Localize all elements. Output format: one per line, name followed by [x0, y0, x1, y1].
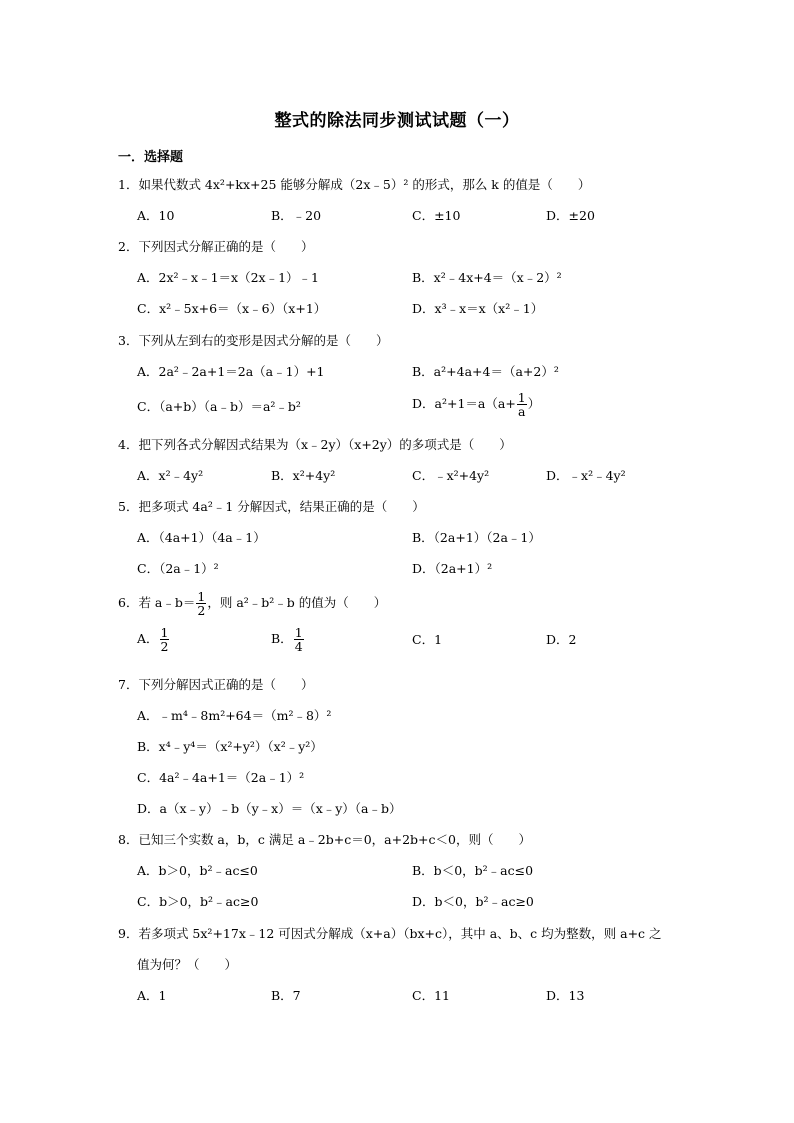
question-9-stem-line2: 值为何？（ ） [137, 957, 238, 972]
q8-option-b[interactable]: B．b＜0，b²﹣ac≤0 [412, 863, 534, 878]
question-5-stem: 5．把多项式 4a²﹣1 分解因式，结果正确的是（ ） [118, 499, 425, 514]
q6-stem-numerator: 1 [197, 589, 206, 604]
q6-option-c[interactable]: C．1 [412, 632, 443, 647]
q1-option-b[interactable]: B．﹣20 [271, 208, 322, 223]
question-4-stem: 4．把下列各式分解因式结果为（x﹣2y）（x+2y）的多项式是（ ） [118, 437, 512, 452]
q5-option-c[interactable]: C．（2a﹣1）² [137, 561, 219, 576]
q7-option-a[interactable]: A．﹣m⁴﹣8m²+64＝（m²﹣8）² [137, 708, 332, 723]
question-9-stem-line1: 9．若多项式 5x²+17x﹣12 可因式分解成（x+a）（bx+c），其中 a、b、c 均为整数，则 a+c 之 [118, 926, 662, 941]
q9-option-c[interactable]: C．11 [412, 988, 450, 1003]
q3-option-c[interactable]: C．（a+b）（a﹣b）＝a²﹣b² [137, 399, 301, 414]
q1-option-d[interactable]: D．±20 [546, 208, 595, 223]
q8-option-d[interactable]: D．b＜0，b²﹣ac≥0 [412, 894, 534, 909]
q2-option-a[interactable]: A．2x²﹣x﹣1＝x（2x﹣1）﹣1 [137, 270, 320, 285]
q2-option-c[interactable]: C．x²﹣5x+6＝（x﹣6）（x+1） [137, 301, 327, 316]
q2-option-d[interactable]: D．x³﹣x＝x（x²﹣1） [412, 301, 544, 316]
q6-stem-rest: ，则 a²﹣b²﹣b 的值为（ ） [207, 595, 387, 610]
q3-option-d-denominator: a [518, 404, 526, 419]
question-7-stem: 7．下列分解因式正确的是（ ） [118, 677, 314, 692]
q9-option-a[interactable]: A．1 [137, 988, 167, 1003]
question-1-stem: 1．如果代数式 4x²+kx+25 能够分解成（2x﹣5）² 的形式，那么 k 的值是（ ） [118, 177, 591, 192]
q7-option-b[interactable]: B．x⁴﹣y⁴＝（x²+y²）（x²﹣y²） [137, 739, 323, 754]
q3-option-d-close: ） [527, 396, 541, 411]
q8-option-a[interactable]: A．b＞0，b²﹣ac≤0 [137, 863, 258, 878]
question-8-stem: 8．已知三个实数 a，b，c 满足 a﹣2b+c＝0，a+2b+c＜0，则（ ） [118, 832, 531, 847]
q1-option-c[interactable]: C．±10 [412, 208, 461, 223]
q3-option-b[interactable]: B．a²+4a+4＝（a+2）² [412, 364, 559, 379]
q6-option-d[interactable]: D．2 [546, 632, 577, 647]
q7-option-c[interactable]: C．4a²﹣4a+1＝（2a﹣1）² [137, 770, 305, 785]
q6-option-a[interactable] [137, 626, 170, 653]
q6-stem-fraction [196, 590, 206, 617]
q6-option-a-denominator: 2 [160, 639, 169, 654]
q9-option-d[interactable]: D．13 [546, 988, 585, 1003]
q7-option-d[interactable]: D．a（x﹣y）﹣b（y﹣x）＝（x﹣y）（a﹣b） [137, 801, 402, 816]
question-3-stem: 3．下列从左到右的变形是因式分解的是（ ） [118, 333, 389, 348]
q6-option-b-numerator: 1 [294, 625, 303, 640]
question-2-stem: 2．下列因式分解正确的是（ ） [118, 239, 314, 254]
q1-option-a[interactable]: A．10 [137, 208, 175, 223]
q4-option-c[interactable]: C．﹣x²+4y² [412, 468, 490, 483]
question-6-stem [118, 590, 386, 617]
q2-option-b[interactable]: B．x²﹣4x+4＝（x﹣2）² [412, 270, 562, 285]
q4-option-d[interactable]: D．﹣x²﹣4y² [546, 468, 626, 483]
q6-stem-text: 6．若 a﹣b＝ [118, 595, 196, 610]
q6-option-a-numerator: 1 [160, 625, 169, 640]
q6-option-b[interactable] [271, 626, 305, 653]
q4-option-a[interactable]: A．x²﹣4y² [137, 468, 204, 483]
q6-option-a-fraction [160, 626, 170, 653]
q8-option-c[interactable]: C．b＞0，b²﹣ac≥0 [137, 894, 259, 909]
section-heading: 一．选择题 [118, 150, 184, 165]
q6-option-b-denominator: 4 [294, 639, 303, 654]
q9-option-b[interactable]: B．7 [271, 988, 301, 1003]
q5-option-b[interactable]: B．（2a+1）（2a﹣1） [412, 530, 541, 545]
q6-option-a-label: A． [137, 631, 159, 646]
q6-stem-denominator: 2 [197, 603, 206, 618]
q3-option-d-fraction [517, 391, 527, 418]
q6-option-b-label: B． [271, 631, 293, 646]
q5-option-a[interactable]: A．（4a+1）（4a﹣1） [137, 530, 266, 545]
q3-option-d-numerator: 1 [517, 390, 526, 405]
page-title: 整式的除法同步测试试题（一） [274, 111, 520, 131]
q4-option-b[interactable]: B．x²+4y² [271, 468, 336, 483]
q3-option-d[interactable] [412, 391, 540, 418]
q5-option-d[interactable]: D．（2a+1）² [412, 561, 493, 576]
q3-option-a[interactable]: A．2a²﹣2a+1＝2a（a﹣1）+1 [137, 364, 325, 379]
q3-option-d-text: D．a²+1＝a（a+ [412, 396, 516, 411]
q6-option-b-fraction [294, 626, 304, 653]
